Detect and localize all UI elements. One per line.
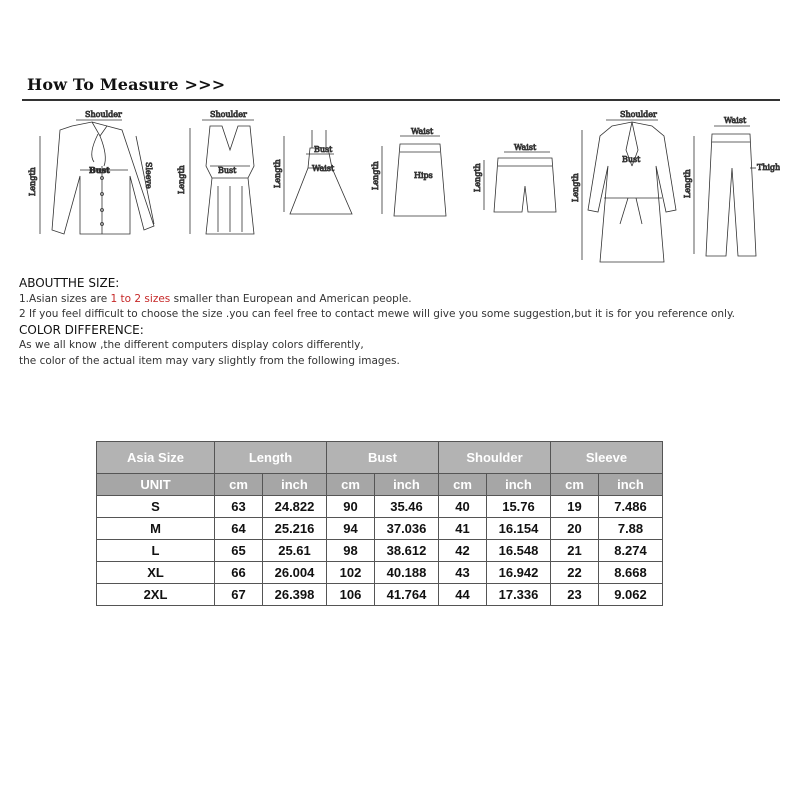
size-chart-table [96, 441, 663, 606]
bust-inch-cell: 40.188 [375, 562, 439, 584]
sleeve-inch-cell: 9.062 [599, 584, 663, 606]
unit-cm: cm [551, 474, 599, 496]
header-shoulder: Shoulder [439, 442, 551, 474]
table-header-row [97, 442, 663, 474]
unit-cm: cm [439, 474, 487, 496]
label-shoulder-6: Shoulder [620, 110, 657, 119]
label-bust-2: Bust [218, 166, 237, 175]
unit-inch: inch [599, 474, 663, 496]
dress-illustration [273, 130, 352, 214]
unit-cm: cm [215, 474, 263, 496]
label-length-3: Length [273, 159, 282, 188]
sleeve-cm-cell: 19 [551, 496, 599, 518]
label-thigh-7: Thigh [757, 163, 780, 172]
about-size-heading: ABOUTTHE SIZE: [19, 276, 120, 290]
tank-top-illustration [177, 110, 254, 234]
shoulder-inch-cell: 16.154 [487, 518, 551, 540]
length-cm-cell: 63 [215, 496, 263, 518]
note-line-4: the color of the actual item may vary slightly from the following images. [19, 354, 400, 367]
label-length-4: Length [371, 161, 380, 190]
table-row [97, 518, 663, 540]
shoulder-cm-cell: 41 [439, 518, 487, 540]
header-length: Length [215, 442, 327, 474]
measurement-illustrations [22, 106, 780, 266]
blouse-illustration [28, 110, 154, 234]
sleeve-inch-cell: 7.88 [599, 518, 663, 540]
sleeve-inch-cell: 8.274 [599, 540, 663, 562]
size-cell: XL [97, 562, 215, 584]
length-inch-cell: 26.004 [263, 562, 327, 584]
sleeve-cm-cell: 22 [551, 562, 599, 584]
bust-cm-cell: 102 [327, 562, 375, 584]
label-sleeve: Sleeve [144, 162, 153, 189]
shoulder-cm-cell: 43 [439, 562, 487, 584]
label-bust-6: Bust [622, 155, 641, 164]
size-cell: S [97, 496, 215, 518]
shoulder-inch-cell: 15.76 [487, 496, 551, 518]
length-inch-cell: 25.216 [263, 518, 327, 540]
label-waist-4: Waist [411, 127, 434, 136]
size-notes [19, 276, 735, 369]
header-bust: Bust [327, 442, 439, 474]
table-row [97, 496, 663, 518]
bust-cm-cell: 90 [327, 496, 375, 518]
bust-inch-cell: 38.612 [375, 540, 439, 562]
label-waist-7: Waist [724, 116, 747, 125]
sleeve-inch-cell: 8.668 [599, 562, 663, 584]
sleeve-cm-cell: 20 [551, 518, 599, 540]
shorts-illustration [473, 143, 556, 212]
sleeve-inch-cell: 7.486 [599, 496, 663, 518]
coat-illustration [571, 110, 676, 262]
label-bust: Bust [89, 165, 110, 175]
label-length-6: Length [571, 173, 580, 202]
table-row [97, 562, 663, 584]
page-title: How To Measure >>> [27, 75, 226, 94]
note-line-3: As we all know ,the different computers display colors differently, [19, 339, 364, 351]
length-cm-cell: 65 [215, 540, 263, 562]
length-cm-cell: 66 [215, 562, 263, 584]
unit-inch: inch [487, 474, 551, 496]
table-row [97, 584, 663, 606]
shoulder-cm-cell: 42 [439, 540, 487, 562]
header-sleeve: Sleeve [551, 442, 663, 474]
bust-cm-cell: 98 [327, 540, 375, 562]
color-difference-heading: COLOR DIFFERENCE: [19, 322, 144, 337]
title-divider [22, 99, 780, 101]
bust-cm-cell: 106 [327, 584, 375, 606]
sleeve-cm-cell: 21 [551, 540, 599, 562]
sleeve-cm-cell: 23 [551, 584, 599, 606]
note-line-2: 2 If you feel difficult to choose the size .you can feel free to contact mewe will give you some suggestion,but it is for you reference only. [19, 308, 735, 320]
label-waist-5: Waist [514, 143, 537, 152]
label-bust-3: Bust [314, 145, 333, 154]
label-length-5: Length [473, 163, 482, 192]
bust-inch-cell: 41.764 [375, 584, 439, 606]
skirt-illustration [371, 127, 446, 216]
unit-inch: inch [263, 474, 327, 496]
label-hips-4: Hips [414, 171, 433, 180]
label-length: Length [28, 167, 37, 196]
bust-cm-cell: 94 [327, 518, 375, 540]
unit-cm: cm [327, 474, 375, 496]
length-cm-cell: 64 [215, 518, 263, 540]
length-inch-cell: 24.822 [263, 496, 327, 518]
shoulder-inch-cell: 16.942 [487, 562, 551, 584]
table-row [97, 540, 663, 562]
length-inch-cell: 25.61 [263, 540, 327, 562]
bust-inch-cell: 35.46 [375, 496, 439, 518]
label-shoulder: Shoulder [85, 110, 122, 119]
header-unit: UNIT [97, 474, 215, 496]
length-cm-cell: 67 [215, 584, 263, 606]
size-difference-highlight: 1 to 2 sizes [110, 292, 171, 305]
size-cell: 2XL [97, 584, 215, 606]
header-asia-size: Asia Size [97, 442, 215, 474]
shoulder-inch-cell: 17.336 [487, 584, 551, 606]
shoulder-cm-cell: 44 [439, 584, 487, 606]
shoulder-cm-cell: 40 [439, 496, 487, 518]
trousers-illustration [683, 116, 780, 256]
shoulder-inch-cell: 16.548 [487, 540, 551, 562]
size-cell: L [97, 540, 215, 562]
unit-inch: inch [375, 474, 439, 496]
size-cell: M [97, 518, 215, 540]
note-line-1: 1.Asian sizes are 1 to 2 sizes smaller than European and American people. [19, 292, 412, 305]
label-waist-3: Waist [312, 164, 335, 173]
bust-inch-cell: 37.036 [375, 518, 439, 540]
label-length-7: Length [683, 169, 692, 198]
label-length-2: Length [177, 165, 186, 194]
table-unit-row [97, 474, 663, 496]
label-shoulder-2: Shoulder [210, 110, 247, 119]
length-inch-cell: 26.398 [263, 584, 327, 606]
